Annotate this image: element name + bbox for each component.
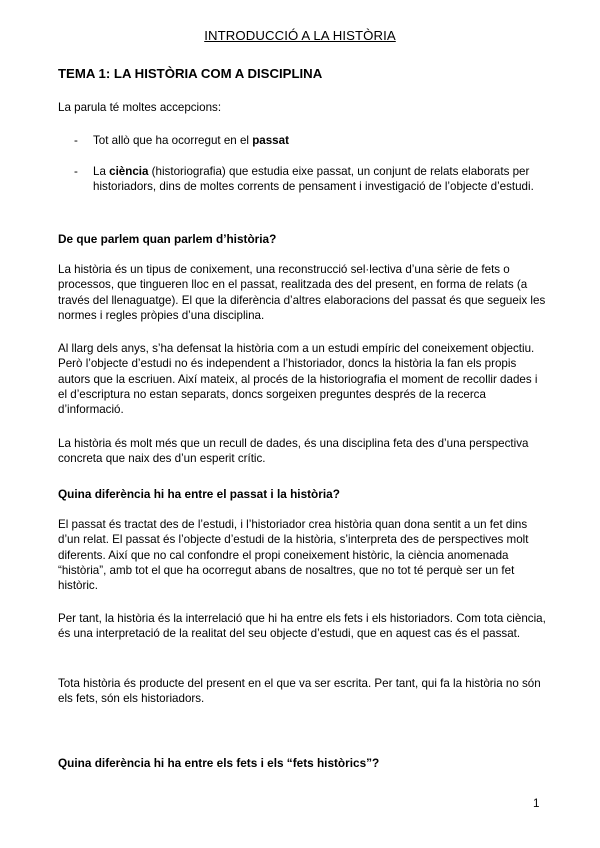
page-number: 1 [533, 797, 540, 810]
paragraph: El passat és tractat des de l’estudi, i l’historiador crea història quan dona sentit a un fet dins d’un relat. El passat és l’objecte d’estudi de la història, s’interpreta des de perspectives molt diferents. Així que no cal confondre el propi coneixement històric, la ciència anomenada “història”, amb tot el que ha ocorregut abans de nosaltres, que no tot té perquè ser un fet històric. [58, 518, 529, 593]
bullet-bold-term: ciència [109, 165, 149, 178]
paragraph: La història és un tipus de conixement, una reconstrucció sel·lectiva d’una sèrie de fets o processos, que tingueren lloc en el passat, realitzada des del present, en forma de relats (a través del llenaguatge). El que la diferència d’altres elaboracions del passat és que segueix les normes i regles pròpies d’una disciplina. [58, 263, 546, 322]
paragraph: Tota història és producte del present en el que va ser escrita. Per tant, qui fa la història no són els fets, són els historiadors. [58, 677, 541, 706]
bullet-text: (historiografia) que estudia eixe passat, un conjunt de relats elaborats per historiadors, dins de moltes corrents de pensament i investigació de l’objecte d’estudi. [93, 165, 534, 194]
bullet-bold-term: passat [252, 134, 289, 147]
bullet-marker: - [74, 165, 78, 178]
bullet-marker: - [74, 134, 78, 147]
bullet-item [93, 133, 548, 148]
paragraph: Al llarg dels anys, s’ha defensat la història com a un estudi empíric del coneixement objectiu. Però l’objecte d’estudi no és independent a l’historiador, doncs la història la fan els propis autors que la escriuen. Així mateix, al procés de la historiografia el moment de recollir dades i el d’escriptura no estan separats, doncs sorgeixen preguntes després de la recerca d’informació. [58, 342, 538, 417]
paragraph: Per tant, la història és la interrelació que hi ha entre els fets i els historiadors. Com tota ciència, és una interpretació de la realitat del seu objecte d’estudi, que en aquest cas és el passat. [58, 612, 546, 641]
section-heading: De que parlem quan parlem d’història? [58, 232, 277, 246]
section-heading: Quina diferència hi ha entre el passat i la història? [58, 487, 340, 501]
bullet-text: La [93, 165, 110, 178]
document-title: INTRODUCCIÓ A LA HISTÒRIA [204, 28, 396, 43]
section-heading: Quina diferència hi ha entre els fets i els “fets històrics”? [58, 756, 380, 770]
bullet-item [93, 164, 548, 195]
paragraph: La història és molt més que un recull de dades, és una disciplina feta des d’una perspectiva concreta que naix des d’un esperit crític. [58, 437, 529, 466]
intro-text: La parula té moltes accepcions: [58, 101, 222, 114]
bullet-text: Tot allò que ha ocorregut en el [93, 134, 253, 147]
topic-title: TEMA 1: LA HISTÒRIA COM A DISCIPLINA [58, 66, 323, 81]
